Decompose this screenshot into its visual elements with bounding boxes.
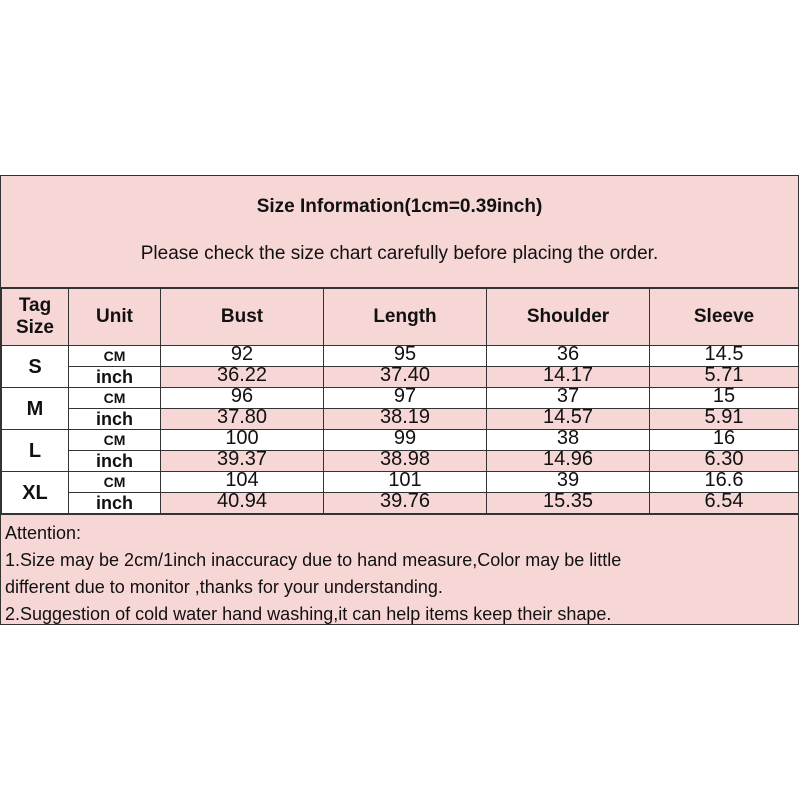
table-row xyxy=(2,409,799,430)
shoulder-value-text: 38 xyxy=(556,429,580,449)
shoulder-value xyxy=(487,367,650,388)
length-value-text: 95 xyxy=(393,345,417,365)
chart-subtitle: Please check the size chart carefully before placing the order. xyxy=(140,243,659,264)
bust-value-text: 100 xyxy=(225,429,259,449)
length-value xyxy=(324,367,487,388)
sleeve-value-text: 5.91 xyxy=(704,408,744,428)
shoulder-value xyxy=(487,430,650,451)
bust-value xyxy=(161,472,324,493)
header-tag-size: Tag Size xyxy=(2,289,69,346)
bust-value xyxy=(161,346,324,367)
bust-value-text: 39.37 xyxy=(216,450,268,470)
bust-value-text: 37.80 xyxy=(216,408,268,428)
shoulder-value xyxy=(487,409,650,430)
sleeve-value-text: 14.5 xyxy=(704,345,744,365)
shoulder-value xyxy=(487,346,650,367)
header-shoulder: Shoulder xyxy=(487,289,650,346)
unit-label: CM xyxy=(69,472,161,493)
table-row xyxy=(2,367,799,388)
unit-label: inch xyxy=(69,451,161,472)
table-row xyxy=(2,472,799,493)
shoulder-value xyxy=(487,451,650,472)
header-length: Length xyxy=(324,289,487,346)
size-label: L xyxy=(2,430,69,472)
unit-label: inch xyxy=(69,493,161,514)
sleeve-value-text: 16 xyxy=(712,429,736,449)
size-label: M xyxy=(2,388,69,430)
bust-value-text: 40.94 xyxy=(216,492,268,512)
sleeve-value xyxy=(650,472,799,493)
table-row xyxy=(2,493,799,514)
sleeve-value-text: 16.6 xyxy=(704,471,744,491)
length-value-text: 39.76 xyxy=(379,492,431,512)
shoulder-value xyxy=(487,493,650,514)
attention-line: 2.Suggestion of cold water hand washing,it can help items keep their shape. xyxy=(5,604,612,624)
sleeve-value xyxy=(650,346,799,367)
bust-value xyxy=(161,409,324,430)
length-value xyxy=(324,430,487,451)
table-row xyxy=(2,346,799,367)
sleeve-value-text: 15 xyxy=(712,387,736,407)
header-unit: Unit xyxy=(69,289,161,346)
length-value xyxy=(324,346,487,367)
sleeve-value xyxy=(650,451,799,472)
shoulder-value xyxy=(487,388,650,409)
shoulder-value xyxy=(487,472,650,493)
sleeve-value-text: 6.30 xyxy=(704,450,744,470)
unit-label: inch xyxy=(69,367,161,388)
sleeve-value-text: 5.71 xyxy=(704,366,744,386)
shoulder-value-text: 37 xyxy=(556,387,580,407)
length-value xyxy=(324,451,487,472)
length-value xyxy=(324,409,487,430)
size-chart xyxy=(0,175,799,625)
size-label: S xyxy=(2,346,69,388)
unit-label: CM xyxy=(69,430,161,451)
table-row xyxy=(2,451,799,472)
bust-value-text: 36.22 xyxy=(216,366,268,386)
bust-value-text: 104 xyxy=(225,471,259,491)
bust-value xyxy=(161,430,324,451)
shoulder-value-text: 14.57 xyxy=(542,408,594,428)
sleeve-value xyxy=(650,388,799,409)
shoulder-value-text: 36 xyxy=(556,345,580,365)
sleeve-value xyxy=(650,430,799,451)
chart-title: Size Information(1cm=0.39inch) xyxy=(256,196,543,217)
chart-header xyxy=(1,176,798,288)
bust-value xyxy=(161,388,324,409)
length-value-text: 99 xyxy=(393,429,417,449)
unit-label: inch xyxy=(69,409,161,430)
length-value xyxy=(324,472,487,493)
unit-label: CM xyxy=(69,346,161,367)
bust-value xyxy=(161,451,324,472)
bust-value-text: 92 xyxy=(230,345,254,365)
unit-label: CM xyxy=(69,388,161,409)
length-value-text: 97 xyxy=(393,387,417,407)
sleeve-value-text: 6.54 xyxy=(704,492,744,512)
size-table xyxy=(1,288,799,514)
header-sleeve: Sleeve xyxy=(650,289,799,346)
sleeve-value xyxy=(650,367,799,388)
attention-heading: Attention: xyxy=(5,523,82,543)
shoulder-value-text: 15.35 xyxy=(542,492,594,512)
length-value xyxy=(324,388,487,409)
table-body xyxy=(2,346,799,514)
length-value-text: 38.19 xyxy=(379,408,431,428)
sleeve-value xyxy=(650,409,799,430)
shoulder-value-text: 14.96 xyxy=(542,450,594,470)
sleeve-value xyxy=(650,493,799,514)
shoulder-value-text: 39 xyxy=(556,471,580,491)
length-value-text: 38.98 xyxy=(379,450,431,470)
table-row xyxy=(2,430,799,451)
length-value-text: 101 xyxy=(388,471,422,491)
table-header-row xyxy=(2,289,799,346)
bust-value-text: 96 xyxy=(230,387,254,407)
attention-line: different due to monitor ,thanks for your understanding. xyxy=(5,577,443,597)
size-label: XL xyxy=(2,472,69,514)
shoulder-value-text: 14.17 xyxy=(542,366,594,386)
attention-notes xyxy=(1,514,798,624)
header-bust: Bust xyxy=(161,289,324,346)
table-row xyxy=(2,388,799,409)
attention-line: 1.Size may be 2cm/1inch inaccuracy due to hand measure,Color may be little xyxy=(5,550,622,570)
bust-value xyxy=(161,493,324,514)
length-value xyxy=(324,493,487,514)
bust-value xyxy=(161,367,324,388)
length-value-text: 37.40 xyxy=(379,366,431,386)
